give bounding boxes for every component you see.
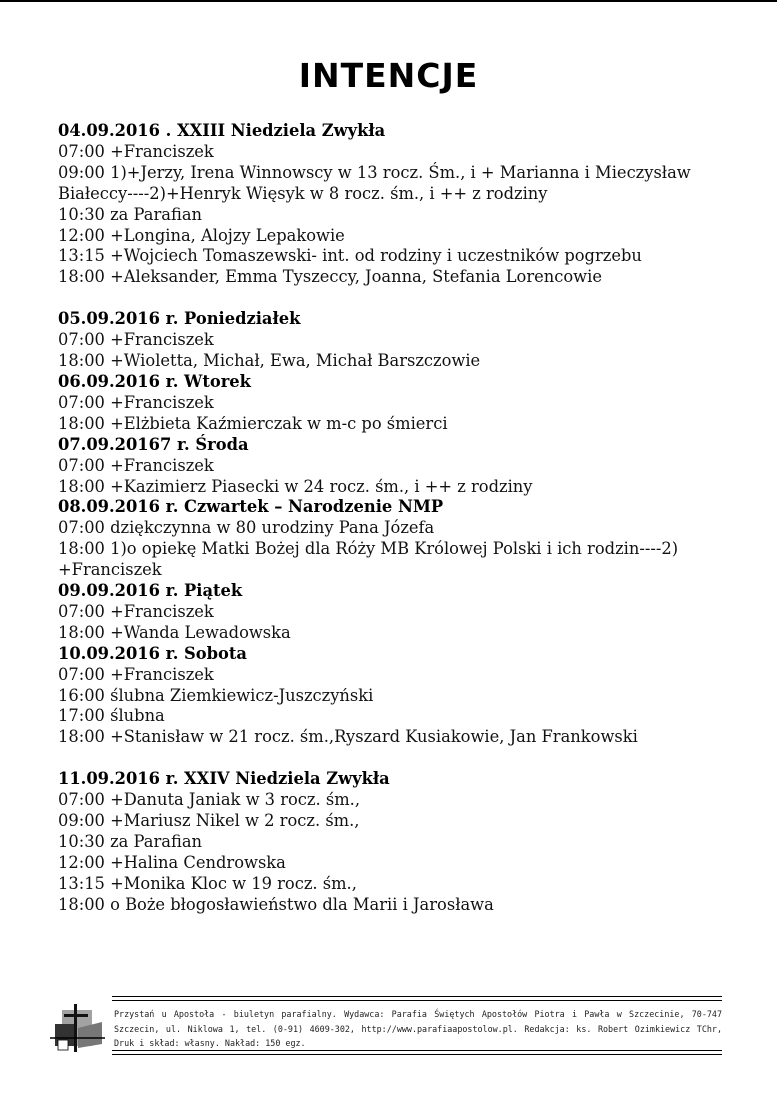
day-heading: 06.09.2016 r. Wtorek: [58, 371, 251, 391]
mass-intention-entry: 18:00 o Boże błogosławieństwo dla Marii i Jarosława: [58, 894, 494, 914]
mass-intention-entry: 16:00 ślubna Ziemkiewicz-Juszczyński: [58, 685, 374, 705]
mass-intention-entry: 18:00 +Aleksander, Emma Tyszeccy, Joanna, Stefania Lorencowie: [58, 267, 602, 287]
day-heading: 07.09.20167 r. Środa: [58, 434, 249, 454]
day-heading: 09.09.2016 r. Piątek: [58, 581, 243, 601]
mass-intention-entry: 18:00 +Elżbieta Kaźmierczak w m-c po śmierci: [58, 413, 448, 433]
day-heading: 10.09.2016 r. Sobota: [58, 643, 247, 663]
mass-intention-entry: 18:00 +Kazimierz Piasecki w 24 rocz. śm., i ++ z rodziny: [58, 476, 533, 496]
mass-intention-entry: 10:30 za Parafian: [58, 832, 203, 851]
mass-intention-entry: 10:30 za Parafian: [58, 204, 203, 224]
top-border-line: [0, 0, 777, 2]
mass-intention-entry: 18:00 1)o opiekę Matki Bożej dla Róży MB Królowej Polski i ich rodzin----2) +Franciszek: [58, 539, 679, 580]
intentions-list: [58, 121, 748, 916]
mass-intention-entry: 07:00 +Danuta Janiak w 3 rocz. śm.,: [58, 790, 360, 810]
mass-intention-entry: 18:00 +Wanda Lewadowska: [58, 622, 291, 642]
section-spacer: [58, 748, 748, 769]
day-heading: 08.09.2016 r. Czwartek – Narodzenie NMP: [58, 497, 444, 517]
footer-rule-top: [112, 996, 722, 1001]
mass-intention-entry: 12:00 +Halina Cendrowska: [58, 852, 286, 872]
day-heading: 11.09.2016 r. XXIV Niedziela Zwykła: [58, 769, 390, 789]
mass-intention-entry: 17:00 ślubna: [58, 706, 165, 726]
mass-intention-entry: 09:00 1)+Jerzy, Irena Winnowscy w 13 rocz. Śm., i + Marianna i Mieczysław Białeccy----2)+Henryk Więsyk w 8 rocz. śm., i ++ z rodziny: [58, 162, 691, 203]
day-heading: 05.09.2016 r. Poniedziałek: [58, 309, 301, 329]
mass-intention-entry: 07:00 dziękczynna w 80 urodziny Pana Józefa: [58, 518, 435, 538]
mass-intention-entry: 07:00 +Franciszek: [58, 455, 214, 475]
footer-text: Przystań u Apostoła - biuletyn parafialny. Wydawca: Parafia Świętych Apostołów Piotra i Pawła w Szczecinie, 70-747 Szczecin, ul. Niklowa 1, tel. (0-91) 4609-302, http://www.parafiaapostolow.pl. Redakcja: ks. Robert Ozimkiewicz TChr, Druk i skład: własny. Nakład: 150 egz.: [114, 1009, 722, 1048]
mass-intention-entry: 07:00 +Franciszek: [58, 392, 214, 412]
mass-intention-entry: 13:15 +Monika Kloc w 19 rocz. śm.,: [58, 873, 357, 893]
section-spacer: [58, 288, 748, 309]
mass-intention-entry: 12:00 +Longina, Alojzy Lepakowie: [58, 225, 345, 245]
mass-intention-entry: 07:00 +Franciszek: [58, 330, 214, 350]
parish-logo-icon: [50, 1000, 105, 1056]
mass-intention-entry: 07:00 +Franciszek: [58, 141, 214, 161]
mass-intention-entry: 09:00 +Mariusz Nikel w 2 rocz. śm.,: [58, 811, 360, 831]
mass-intention-entry: 13:15 +Wojciech Tomaszewski- int. od rodziny i uczestników pogrzebu: [58, 246, 642, 266]
footer: [50, 994, 730, 1060]
mass-intention-entry: 18:00 +Stanisław w 21 rocz. śm.,Ryszard Kusiakowie, Jan Frankowski: [58, 727, 638, 747]
page-title: INTENCJE: [298, 56, 479, 95]
mass-intention-entry: 07:00 +Franciszek: [58, 664, 214, 684]
mass-intention-entry: 18:00 +Wioletta, Michał, Ewa, Michał Barszczowie: [58, 351, 481, 371]
day-heading: 04.09.2016 . XXIII Niedziela Zwykła: [58, 121, 386, 140]
mass-intention-entry: 07:00 +Franciszek: [58, 601, 214, 621]
footer-rule-bottom: [112, 1050, 722, 1055]
